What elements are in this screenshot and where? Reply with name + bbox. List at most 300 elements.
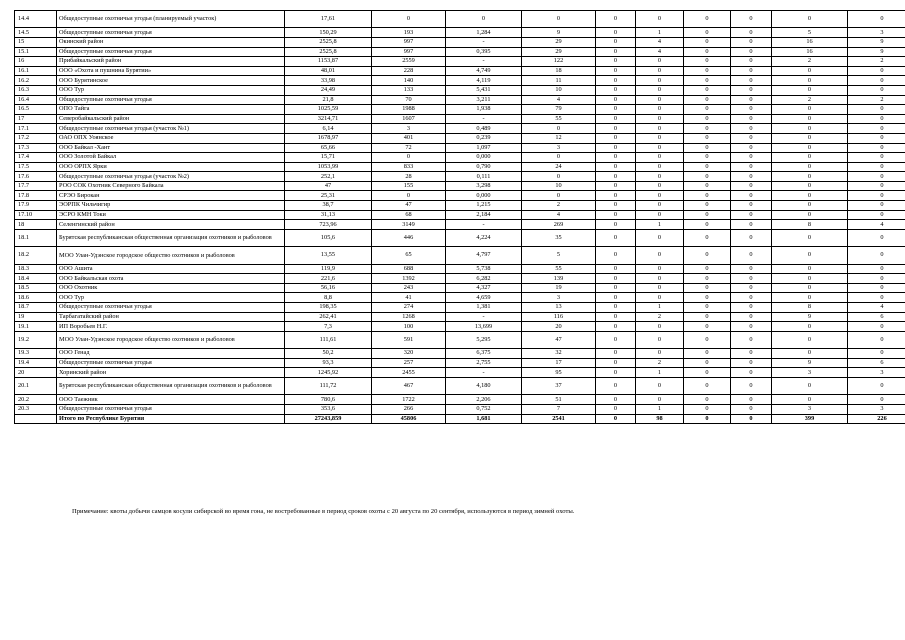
quota-cell: 0 <box>684 368 731 378</box>
population-cell: 1268 <box>372 312 446 322</box>
quota-cell: 0 <box>684 76 731 86</box>
quota-cell: 0 <box>636 191 684 201</box>
population-cell: 45806 <box>372 414 446 424</box>
quota-cell: 0 <box>684 28 731 38</box>
quota-cell: 0 <box>731 283 772 293</box>
quota-cell: 3 <box>848 404 905 414</box>
quota-cell: 0 <box>848 153 905 163</box>
quota-cell: 0 <box>596 395 636 405</box>
quota-cell: 2 <box>522 201 596 211</box>
quota-cell: 0 <box>522 124 596 134</box>
quota-cell: 0 <box>848 331 905 348</box>
quota-cell: 0 <box>684 153 731 163</box>
quota-cell: 0 <box>596 229 636 246</box>
quota-cell: 0 <box>684 37 731 47</box>
population-cell: 0 <box>372 11 446 28</box>
population-cell: 70 <box>372 95 446 105</box>
row-number-cell: 20.2 <box>15 395 57 405</box>
quota-cell: 3 <box>522 293 596 303</box>
table-row <box>15 264 905 274</box>
quota-cell: 0 <box>772 181 848 191</box>
quota-cell: 4 <box>848 303 905 313</box>
quota-cell: 8 <box>772 220 848 230</box>
quota-cell: 18 <box>522 66 596 76</box>
quota-cell: 0 <box>731 114 772 124</box>
quota-cell: 16 <box>772 47 848 57</box>
quota-cell: 0 <box>596 322 636 332</box>
row-number-cell: 14.4 <box>15 11 57 28</box>
row-number-cell: 16 <box>15 57 57 67</box>
quota-cell: 0 <box>596 153 636 163</box>
quota-cell: 4 <box>522 95 596 105</box>
quota-cell: 0 <box>636 210 684 220</box>
quota-cell: 0 <box>684 95 731 105</box>
quota-cell: 0 <box>684 229 731 246</box>
area-cell: 27243,859 <box>285 414 372 424</box>
quota-cell: 13 <box>522 303 596 313</box>
territory-name-cell: ООО Тур <box>57 85 285 95</box>
population-cell: 243 <box>372 283 446 293</box>
quota-cell: 0 <box>684 57 731 67</box>
quota-cell: 9 <box>848 37 905 47</box>
density-cell: 5,431 <box>446 85 522 95</box>
quota-cell: 0 <box>636 322 684 332</box>
quota-cell: 0 <box>848 322 905 332</box>
quota-cell: 0 <box>684 47 731 57</box>
quota-cell: 0 <box>636 133 684 143</box>
territory-name-cell: ООО Генад <box>57 349 285 359</box>
quota-cell: 32 <box>522 349 596 359</box>
quota-cell: 10 <box>522 85 596 95</box>
area-cell: 38,7 <box>285 201 372 211</box>
territory-name-cell: ООО Бурятинское <box>57 76 285 86</box>
quota-cell: 0 <box>772 377 848 394</box>
table-row <box>15 395 905 405</box>
table-row <box>15 76 905 86</box>
quota-cell: 3 <box>772 368 848 378</box>
table-row <box>15 143 905 153</box>
quota-cell: 5 <box>772 28 848 38</box>
density-cell: 4,327 <box>446 283 522 293</box>
quota-cell: 0 <box>848 66 905 76</box>
quota-cell: 16 <box>772 37 848 47</box>
density-cell: 4,797 <box>446 247 522 264</box>
quota-cell: 0 <box>731 264 772 274</box>
table-row <box>15 368 905 378</box>
quota-cell: 0 <box>596 201 636 211</box>
table-row <box>15 247 905 264</box>
row-number-cell: 20 <box>15 368 57 378</box>
quota-cell: 0 <box>636 85 684 95</box>
density-cell: 2,206 <box>446 395 522 405</box>
population-cell: 320 <box>372 349 446 359</box>
quota-cell: 0 <box>636 395 684 405</box>
territory-name-cell: МОО Улан-Удэнское городское общество охотников и рыболовов <box>57 331 285 348</box>
row-number-cell: 17.1 <box>15 124 57 134</box>
row-number-cell <box>15 414 57 424</box>
table-row <box>15 303 905 313</box>
quota-cell: 4 <box>636 37 684 47</box>
territory-name-cell: ИП Воробьев Н.Г. <box>57 322 285 332</box>
quota-cell: 4 <box>636 47 684 57</box>
area-cell: 1245,92 <box>285 368 372 378</box>
quota-cell: 0 <box>684 247 731 264</box>
quota-cell: 0 <box>772 395 848 405</box>
table-row <box>15 283 905 293</box>
table-row <box>15 162 905 172</box>
population-cell: 228 <box>372 66 446 76</box>
quota-cell: 0 <box>684 377 731 394</box>
table-row <box>15 229 905 246</box>
quota-cell: 226 <box>848 414 905 424</box>
quota-cell: 0 <box>636 114 684 124</box>
quota-cell: 98 <box>636 414 684 424</box>
area-cell: 119,9 <box>285 264 372 274</box>
density-cell: 0,000 <box>446 191 522 201</box>
quota-cell: 0 <box>772 85 848 95</box>
table-row <box>15 404 905 414</box>
quota-cell: 0 <box>684 293 731 303</box>
area-cell: 13,55 <box>285 247 372 264</box>
quota-cell: 0 <box>636 264 684 274</box>
footnote: Примечание: квоты добычи самцов косули сибирской во время гона, не востребованные в период сроков охоты с 20 августа по 20 сентября, используются в период зимней охоты. <box>72 508 575 515</box>
density-cell: 1,938 <box>446 105 522 115</box>
population-cell: 155 <box>372 181 446 191</box>
quota-cell: 12 <box>522 133 596 143</box>
quota-cell: 0 <box>731 11 772 28</box>
quota-cell: 0 <box>684 264 731 274</box>
population-cell: 65 <box>372 247 446 264</box>
table-row <box>15 124 905 134</box>
quota-cell: 0 <box>848 191 905 201</box>
row-number-cell: 18.5 <box>15 283 57 293</box>
quota-cell: 3 <box>848 28 905 38</box>
quota-cell: 0 <box>731 377 772 394</box>
density-cell: 0,489 <box>446 124 522 134</box>
row-number-cell: 18.6 <box>15 293 57 303</box>
quota-cell: 3 <box>848 368 905 378</box>
quota-cell: 0 <box>731 201 772 211</box>
quota-cell: 1 <box>636 220 684 230</box>
population-cell: 1392 <box>372 274 446 284</box>
row-number-cell: 17.4 <box>15 153 57 163</box>
quota-cell: 0 <box>848 349 905 359</box>
row-number-cell: 19 <box>15 312 57 322</box>
area-cell: 50,2 <box>285 349 372 359</box>
quota-cell: 0 <box>684 220 731 230</box>
density-cell: 0,395 <box>446 47 522 57</box>
table-row <box>15 85 905 95</box>
quota-cell: 0 <box>684 181 731 191</box>
quota-cell: 95 <box>522 368 596 378</box>
quota-cell: 0 <box>636 11 684 28</box>
quota-cell: 2 <box>848 95 905 105</box>
quota-cell: 0 <box>731 303 772 313</box>
territory-name-cell: Общедоступные охотничьи угодья <box>57 358 285 368</box>
table-row <box>15 274 905 284</box>
quota-cell: 0 <box>636 247 684 264</box>
quota-cell: 0 <box>636 76 684 86</box>
density-cell: 1,681 <box>446 414 522 424</box>
quota-cell: 0 <box>596 37 636 47</box>
area-cell: 780,6 <box>285 395 372 405</box>
quota-cell: 0 <box>596 85 636 95</box>
quota-cell: 0 <box>636 143 684 153</box>
table-row <box>15 172 905 182</box>
quota-cell: 79 <box>522 105 596 115</box>
area-cell: 31,13 <box>285 210 372 220</box>
table-row <box>15 66 905 76</box>
area-cell: 252,1 <box>285 172 372 182</box>
quota-cell: 2 <box>636 358 684 368</box>
quota-cell: 1 <box>636 28 684 38</box>
quota-cell: 0 <box>596 312 636 322</box>
territory-name-cell: Общедоступные охотничьи угодья (участок №1) <box>57 124 285 134</box>
quota-cell: 0 <box>731 143 772 153</box>
territory-name-cell: ООО Байкал -Хант <box>57 143 285 153</box>
quota-cell: 0 <box>731 404 772 414</box>
quota-cell: 0 <box>731 153 772 163</box>
quota-cell: 0 <box>596 172 636 182</box>
density-cell: - <box>446 114 522 124</box>
area-cell: 93,3 <box>285 358 372 368</box>
density-cell: 1,097 <box>446 143 522 153</box>
quota-cell: 0 <box>596 57 636 67</box>
quota-cell: 0 <box>731 274 772 284</box>
quota-cell: 122 <box>522 57 596 67</box>
population-cell: 41 <box>372 293 446 303</box>
density-cell: 13,699 <box>446 322 522 332</box>
quota-cell: 0 <box>596 377 636 394</box>
quota-cell: 2 <box>772 57 848 67</box>
area-cell: 6,14 <box>285 124 372 134</box>
density-cell: 0,239 <box>446 133 522 143</box>
quota-cell: 0 <box>772 76 848 86</box>
population-cell: 274 <box>372 303 446 313</box>
table-row <box>15 181 905 191</box>
quota-cell: 24 <box>522 162 596 172</box>
population-cell: 133 <box>372 85 446 95</box>
area-cell: 24,49 <box>285 85 372 95</box>
population-cell: 2455 <box>372 368 446 378</box>
density-cell: 1,381 <box>446 303 522 313</box>
quota-cell: 0 <box>848 247 905 264</box>
quota-cell: 0 <box>596 220 636 230</box>
quota-cell: 29 <box>522 47 596 57</box>
quota-cell: 0 <box>636 377 684 394</box>
table-body <box>15 11 905 424</box>
quota-cell: 0 <box>848 274 905 284</box>
quota-cell: 29 <box>522 37 596 47</box>
area-cell: 111,61 <box>285 331 372 348</box>
quota-cell: 0 <box>772 114 848 124</box>
territory-name-cell: ООО Ашита <box>57 264 285 274</box>
territory-name-cell: ООО Тур <box>57 293 285 303</box>
quota-cell: 1 <box>636 404 684 414</box>
table-row <box>15 105 905 115</box>
quota-cell: 116 <box>522 312 596 322</box>
quota-cell: 0 <box>848 264 905 274</box>
quota-cell: 0 <box>731 191 772 201</box>
row-number-cell: 19.1 <box>15 322 57 332</box>
quota-cell: 0 <box>848 11 905 28</box>
population-cell: 193 <box>372 28 446 38</box>
territory-name-cell: Хоринский район <box>57 368 285 378</box>
quota-cell: 399 <box>772 414 848 424</box>
territory-name-cell: Северобайкальский район <box>57 114 285 124</box>
population-cell: 0 <box>372 153 446 163</box>
population-cell: 140 <box>372 76 446 86</box>
quota-cell: 0 <box>731 210 772 220</box>
quota-cell: 0 <box>731 124 772 134</box>
quota-cell: 0 <box>636 229 684 246</box>
territory-name-cell: ОАО ОПХ Уоянское <box>57 133 285 143</box>
area-cell: 7,3 <box>285 322 372 332</box>
quota-cell: 0 <box>731 28 772 38</box>
table-row <box>15 312 905 322</box>
density-cell: - <box>446 37 522 47</box>
population-cell: 72 <box>372 143 446 153</box>
table-row <box>15 11 905 28</box>
total-row <box>15 414 905 424</box>
quota-cell: 7 <box>522 404 596 414</box>
quota-cell: 0 <box>636 201 684 211</box>
table-row <box>15 377 905 394</box>
density-cell: - <box>446 57 522 67</box>
quota-cell: 20 <box>522 322 596 332</box>
area-cell: 15,71 <box>285 153 372 163</box>
quota-cell: 0 <box>636 293 684 303</box>
row-number-cell: 17.7 <box>15 181 57 191</box>
population-cell: 0 <box>372 191 446 201</box>
quota-cell: 8 <box>772 303 848 313</box>
row-number-cell: 16.1 <box>15 66 57 76</box>
density-cell: - <box>446 312 522 322</box>
quota-cell: 11 <box>522 76 596 86</box>
territory-name-cell: Общедоступные охотничьи угодья <box>57 95 285 105</box>
row-number-cell: 18.3 <box>15 264 57 274</box>
density-cell: 0,111 <box>446 172 522 182</box>
density-cell: 5,295 <box>446 331 522 348</box>
territory-name-cell: Общедоступные охотничьи угодья <box>57 28 285 38</box>
document-page <box>14 10 887 515</box>
territory-name-cell: Бурятская республиканская общественная организация охотников и рыболовов <box>57 229 285 246</box>
quota-cell: 0 <box>731 414 772 424</box>
table-row <box>15 220 905 230</box>
quota-cell: 0 <box>684 66 731 76</box>
quota-cell: 0 <box>596 264 636 274</box>
territory-name-cell: Общедоступные охотничьи угодья (участок №2) <box>57 172 285 182</box>
density-cell: 0,000 <box>446 153 522 163</box>
density-cell: 4,180 <box>446 377 522 394</box>
quota-cell: 0 <box>848 76 905 86</box>
quota-cell: 0 <box>684 283 731 293</box>
quota-cell: 0 <box>772 322 848 332</box>
density-cell: 4,224 <box>446 229 522 246</box>
area-cell: 111,72 <box>285 377 372 394</box>
quota-cell: 0 <box>684 172 731 182</box>
quota-cell: 0 <box>636 162 684 172</box>
quota-cell: 0 <box>848 210 905 220</box>
row-number-cell: 20.1 <box>15 377 57 394</box>
density-cell: - <box>446 220 522 230</box>
territory-name-cell: Общедоступные охотничьи угодья <box>57 47 285 57</box>
population-cell: 28 <box>372 172 446 182</box>
quota-cell: 0 <box>848 162 905 172</box>
population-cell: 1722 <box>372 395 446 405</box>
table-row <box>15 114 905 124</box>
quota-cell: 0 <box>596 162 636 172</box>
quota-cell: 0 <box>731 47 772 57</box>
population-cell: 100 <box>372 322 446 332</box>
row-number-cell: 16.3 <box>15 85 57 95</box>
area-cell: 3214,71 <box>285 114 372 124</box>
quota-cell: 10 <box>522 181 596 191</box>
territory-name-cell: Общедоступные охотничьи угодья <box>57 303 285 313</box>
population-cell: 1988 <box>372 105 446 115</box>
quota-cell: 0 <box>731 37 772 47</box>
territory-name-cell: СРЭО Бирокан <box>57 191 285 201</box>
quota-cell: 0 <box>848 229 905 246</box>
area-cell: 8,8 <box>285 293 372 303</box>
quota-cell: 0 <box>596 143 636 153</box>
quota-cell: 0 <box>772 293 848 303</box>
density-cell: 6,375 <box>446 349 522 359</box>
quota-cell: 0 <box>684 143 731 153</box>
quota-cell: 9 <box>772 358 848 368</box>
quota-cell: 0 <box>848 283 905 293</box>
quota-cell: 0 <box>596 331 636 348</box>
quota-cell: 0 <box>731 220 772 230</box>
quota-cell: 0 <box>848 395 905 405</box>
territory-name-cell: ООО «Охота и пушнина Бурятии» <box>57 66 285 76</box>
quota-cell: 0 <box>636 274 684 284</box>
table-row <box>15 293 905 303</box>
quota-cell: 0 <box>636 153 684 163</box>
quota-cell: 9 <box>522 28 596 38</box>
quota-cell: 0 <box>731 105 772 115</box>
quota-cell: 0 <box>731 57 772 67</box>
row-number-cell: 17.10 <box>15 210 57 220</box>
row-number-cell: 18.2 <box>15 247 57 264</box>
quota-cell: 5 <box>522 247 596 264</box>
quota-cell: 0 <box>848 85 905 95</box>
row-number-cell: 16.4 <box>15 95 57 105</box>
quota-cell: 0 <box>684 404 731 414</box>
population-cell: 2559 <box>372 57 446 67</box>
quota-cell: 139 <box>522 274 596 284</box>
population-cell: 257 <box>372 358 446 368</box>
table-row <box>15 191 905 201</box>
quota-cell: 0 <box>596 191 636 201</box>
density-cell: 6,282 <box>446 274 522 284</box>
table-row <box>15 358 905 368</box>
quota-cell: 0 <box>731 76 772 86</box>
area-cell: 48,01 <box>285 66 372 76</box>
quota-cell: 3 <box>522 143 596 153</box>
population-cell: 833 <box>372 162 446 172</box>
area-cell: 723,96 <box>285 220 372 230</box>
quota-cell: 0 <box>731 181 772 191</box>
quota-cell: 0 <box>636 105 684 115</box>
quota-cell: 0 <box>636 95 684 105</box>
population-cell: 446 <box>372 229 446 246</box>
area-cell: 2525,8 <box>285 37 372 47</box>
quota-cell: 0 <box>636 283 684 293</box>
quota-cell: 35 <box>522 229 596 246</box>
quota-cell: 0 <box>636 66 684 76</box>
table-row <box>15 47 905 57</box>
